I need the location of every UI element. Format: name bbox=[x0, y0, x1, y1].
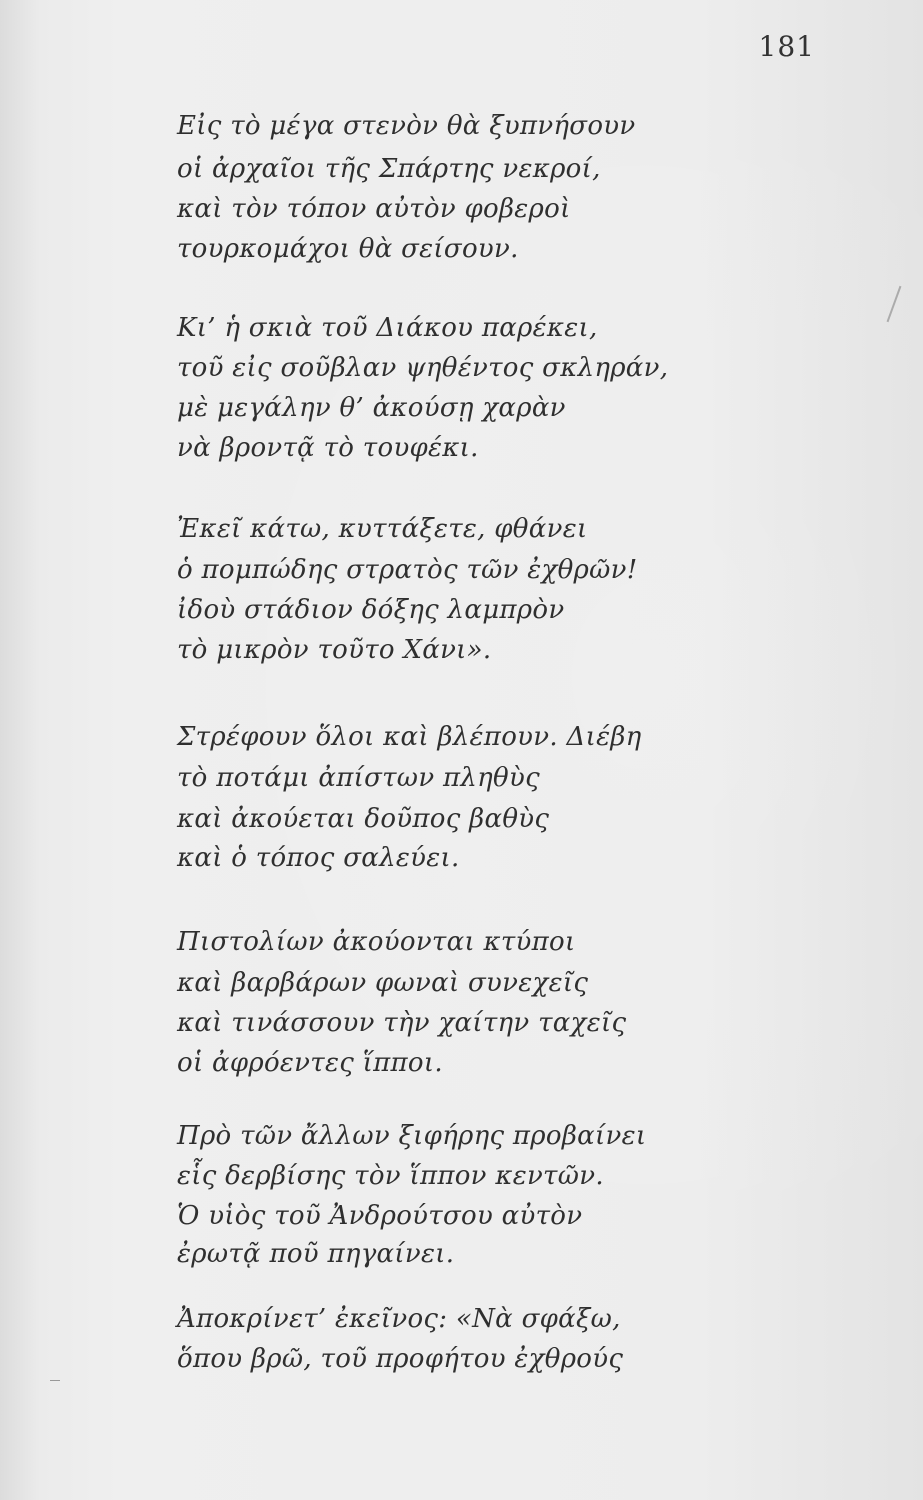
poem-line: τὸ μικρὸν τοῦτο Χάνι». bbox=[177, 635, 492, 665]
poem-line: καὶ βαρβάρων φωναὶ συνεχεῖς bbox=[177, 968, 589, 998]
poem-line: Ὁ υἱὸς τοῦ Ἀνδρούτσου αὐτὸν bbox=[177, 1201, 583, 1231]
poem-line: ὁ πομπώδης στρατὸς τῶν ἐχθρῶν! bbox=[177, 555, 638, 585]
poem-line: καὶ ἀκούεται δοῦπος βαθὺς bbox=[177, 804, 550, 834]
poem-line: Ἀποκρίνετ’ ἐκεῖνος: «Νὰ σφάξω, bbox=[177, 1304, 621, 1334]
poem-line: Ἐκεῖ κάτω, κυττάξετε, φθάνει bbox=[177, 514, 588, 544]
poem-line: Πρὸ τῶν ἄλλων ξιφήρης προβαίνει bbox=[177, 1121, 647, 1151]
poem-line: νὰ βροντᾷ τὸ τουφέκι. bbox=[177, 433, 479, 463]
poem-line: ὅπου βρῶ, τοῦ προφήτου ἐχθρούς bbox=[177, 1344, 624, 1374]
poem-line: Εἰς τὸ μέγα στενὸν θὰ ξυπνήσουν bbox=[177, 111, 636, 141]
poem-line: τὸ ποτάμι ἀπίστων πληθὺς bbox=[177, 763, 540, 793]
poem-line: Κι’ ἡ σκιὰ τοῦ Διάκου παρέκει, bbox=[177, 313, 598, 343]
poem-line: οἱ ἀρχαῖοι τῆς Σπάρτης νεκροί, bbox=[177, 154, 601, 184]
poem-line: καὶ τινάσσουν τὴν χαίτην ταχεῖς bbox=[177, 1008, 627, 1038]
page-number: 181 bbox=[758, 30, 815, 63]
poem-line: εἷς δερβίσης τὸν ἵππον κεντῶν. bbox=[177, 1161, 604, 1191]
poem-line: τουρκομάχοι θὰ σείσουν. bbox=[177, 234, 519, 264]
poem-line: Στρέφουν ὅλοι καὶ βλέπουν. Διέβη bbox=[177, 722, 642, 752]
paper-mark bbox=[50, 1380, 60, 1381]
poem-line: καὶ ὁ τόπος σαλεύει. bbox=[177, 843, 460, 873]
poem-line: Πιστολίων ἀκούονται κτύποι bbox=[177, 927, 576, 957]
poem-line: μὲ μεγάλην θ’ ἀκούσῃ χαρὰν bbox=[177, 393, 566, 423]
poem-line: ἐρωτᾷ ποῦ πηγαίνει. bbox=[177, 1239, 455, 1269]
poem-line: τοῦ εἰς σοῦβλαν ψηθέντος σκληράν, bbox=[177, 353, 669, 383]
poem-line: καὶ τὸν τόπον αὐτὸν φοβεροὶ bbox=[177, 194, 571, 224]
poem-line: οἱ ἀφρόεντες ἵπποι. bbox=[177, 1048, 443, 1078]
poem-line: ἰδοὺ στάδιον δόξης λαμπρὸν bbox=[177, 595, 565, 625]
